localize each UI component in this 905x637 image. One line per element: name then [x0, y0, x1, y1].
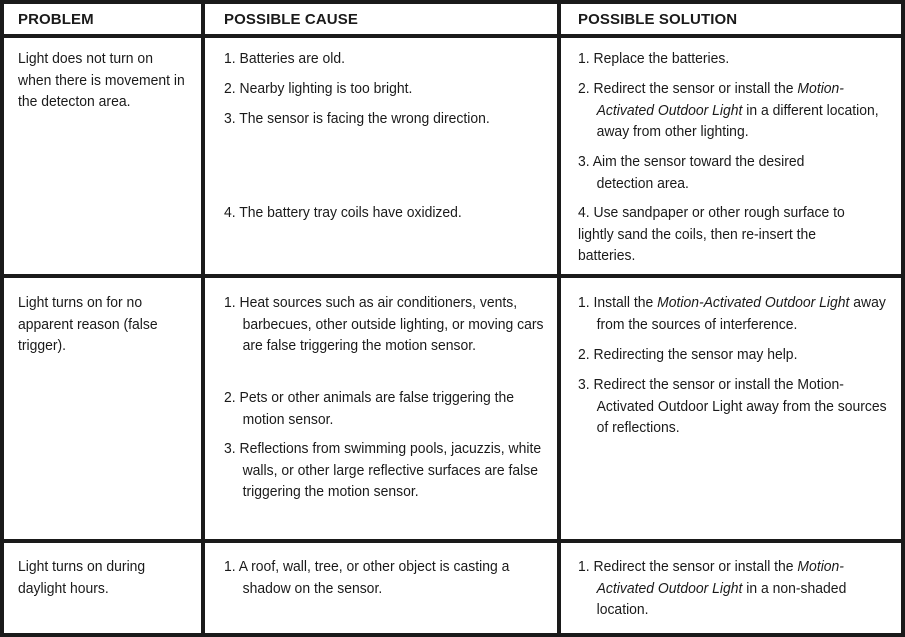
border-top [0, 0, 905, 4]
row2-cause-2: 2. Pets or other animals are false triggering the motion sensor. [224, 389, 515, 428]
row-divider-1 [0, 274, 905, 278]
header-problem: PROBLEM [18, 11, 94, 28]
row1-solution-1: 1. Replace the batteries. [578, 50, 730, 67]
row1-cause-1: 1. Batteries are old. [224, 50, 345, 67]
row1-problem: Light does not turn on when there is movement in the detecton area. [18, 50, 185, 110]
row2-problem: Light turns on for no apparent reason (false trigger). [18, 294, 158, 354]
row2-solution-2: 2. Redirecting the sensor may help. [578, 346, 798, 363]
row3-problem: Light turns on during daylight hours. [18, 558, 146, 597]
row1-cause-4: 4. The battery tray coils have oxidized. [224, 204, 462, 221]
row2-cause-1: 1. Heat sources such as air conditioners, vents, barbecues, other outside lighting, or moving cars are false triggering the motion sensor. [224, 294, 544, 354]
row2-solution-3: 3. Redirect the sensor or install the Motion-Activated Outdoor Light away from the sources of reflections. [578, 376, 887, 436]
row1-cause-3: 3. The sensor is facing the wrong direction. [224, 110, 490, 127]
border-bottom [0, 633, 905, 637]
row2-cause-3: 3. Reflections from swimming pools, jacuzzis, white walls, or other large reflective surfaces are false triggering the motion sensor. [224, 440, 542, 500]
row1-solution-3: 3. Aim the sensor toward the desired detection area. [578, 153, 805, 192]
header-possible-solution: POSSIBLE SOLUTION [578, 11, 738, 28]
row3-solution-1: 1. Redirect the sensor or install the Motion-Activated Outdoor Light in a non-shaded location. [578, 558, 847, 618]
row2-solution-1: 1. Install the Motion-Activated Outdoor Light away from the sources of interference. [578, 294, 886, 333]
header-divider [0, 34, 905, 38]
row-divider-2 [0, 539, 905, 543]
row1-cause-2: 2. Nearby lighting is too bright. [224, 80, 413, 97]
row1-solution-4: 4. Use sandpaper or other rough surface to lightly sand the coils, then re-insert the batteries. [578, 204, 845, 264]
header-possible-cause: POSSIBLE CAUSE [224, 11, 358, 28]
row1-solution-2: 2. Redirect the sensor or install the Motion-Activated Outdoor Light in a different location, away from other lighting. [578, 80, 879, 140]
row3-cause-1: 1. A roof, wall, tree, or other object is casting a shadow on the sensor. [224, 558, 510, 597]
